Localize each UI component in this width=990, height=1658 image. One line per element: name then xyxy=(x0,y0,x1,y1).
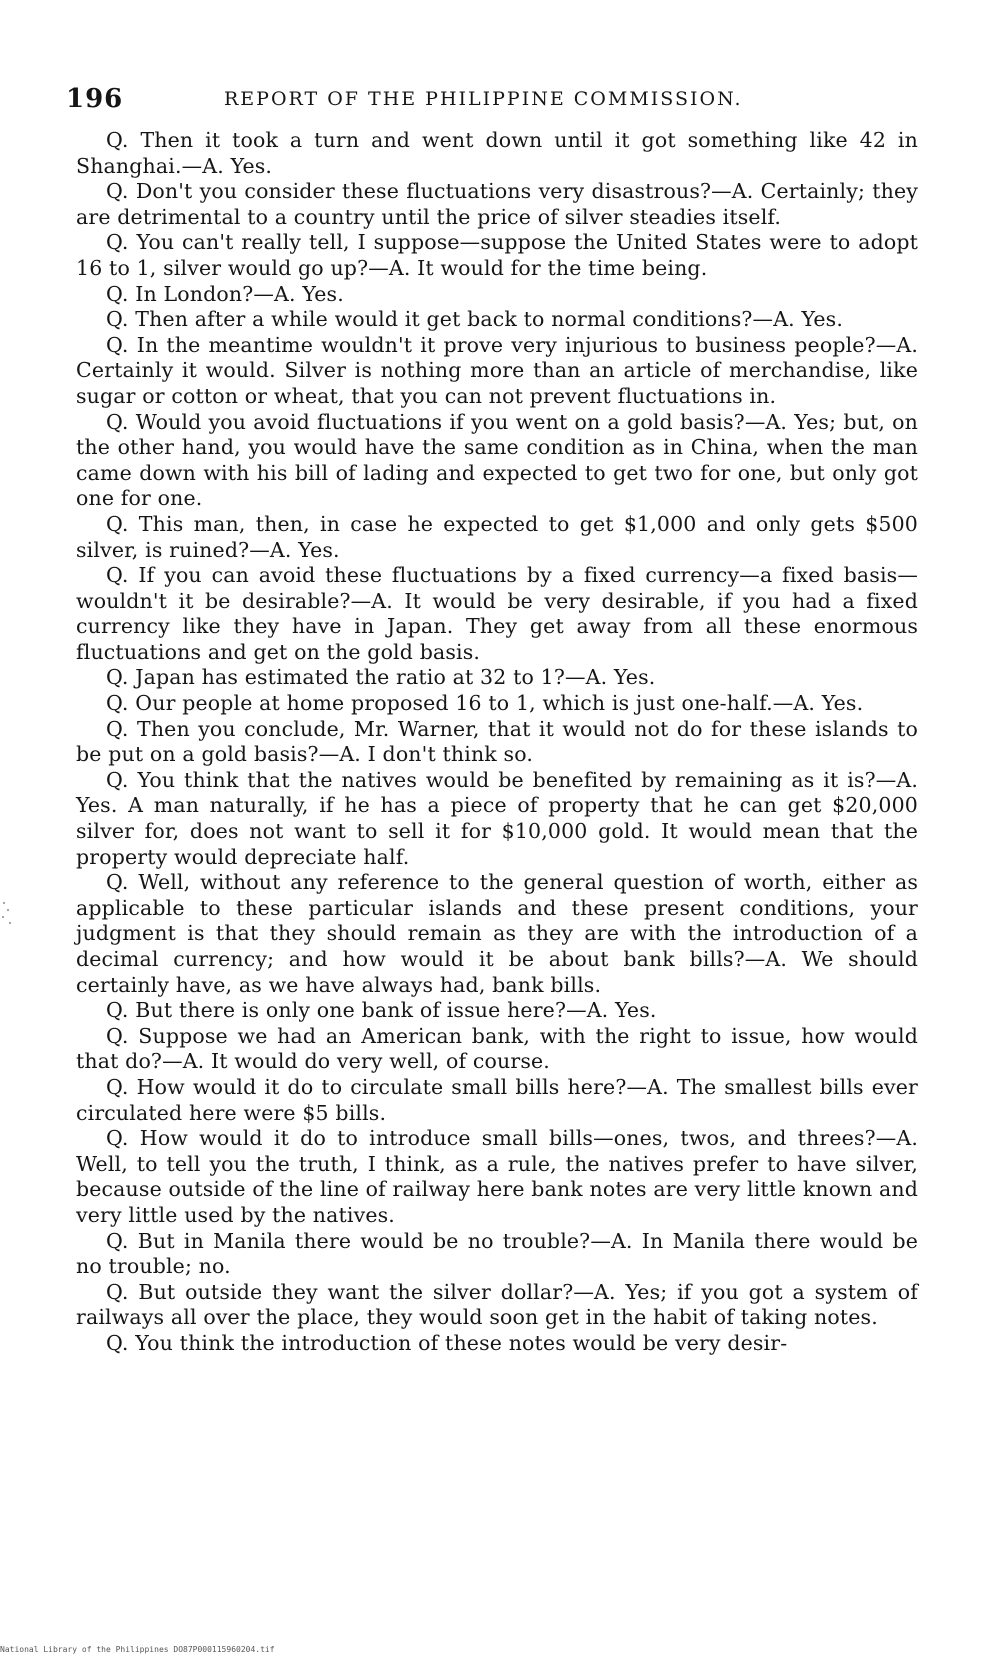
body-text xyxy=(76,128,918,1357)
paragraph: Q. This man, then, in case he expected to get $1,000 and only gets $500 silver, is ruined?—A. Yes. xyxy=(76,511,918,562)
paragraph: Q. Then it took a turn and went down until it got something like 42 in Shanghai.—A. Yes. xyxy=(76,128,918,178)
scan-footer: National Library of the Philippines DO87P000115960204.tif xyxy=(0,1645,275,1654)
paragraph: Q. In London?—A. Yes. xyxy=(106,281,344,306)
paragraph: Q. Our people at home proposed 16 to 1, which is just one-half.—A. Yes. xyxy=(106,691,864,716)
page-header xyxy=(66,84,924,120)
paragraph: Q. How would it do to circulate small bills here?—A. The smallest bills ever circulated here were $5 bills. xyxy=(76,1074,918,1125)
paragraph: Q. Japan has estimated the ratio at 32 to 1?—A. Yes. xyxy=(106,665,656,690)
paragraph: Q. Suppose we had an American bank, with the right to issue, how would that do?—A. It would do very well, of course. xyxy=(76,1023,918,1074)
paragraph: Q. Then after a while would it get back to normal conditions?—A. Yes. xyxy=(106,307,843,332)
paragraph: Q. If you can avoid these fluctuations by a fixed currency—a fixed basis—wouldn't it be desirable?—A. It would be very desirable, if you had a fixed currency like they have in Japan. They get away from all these enormous fluctuations and get on the gold basis. xyxy=(76,563,918,664)
paragraph: Q. Would you avoid fluctuations if you went on a gold basis?—A. Yes; but, on the other hand, you would have the same condition as in China, when the man came down with his bill of lading and expected to get two for one, but only got one for one. xyxy=(76,409,918,511)
paragraph: Q. In the meantime wouldn't it prove very injurious to business people?—A. Certainly it would. Silver is nothing more than an article of merchandise, like sugar or cotton or wheat, that you can not prevent fluctuations in. xyxy=(76,332,918,408)
paragraph: Q. Don't you consider these fluctuations very disastrous?—A. Certainly; they are detrimental to a country until the price of silver steadies itself. xyxy=(76,179,918,229)
paragraph: Q. But in Manila there would be no trouble?—A. In Manila there would be no trouble; no. xyxy=(76,1228,918,1279)
paragraph: Q. You can't really tell, I suppose—suppose the United States were to adopt 16 to 1, silver would go up?—A. It would for the time being. xyxy=(76,230,918,280)
paragraph: Q. Well, without any reference to the general question of worth, either as applicable to these particular islands and these present conditions, your judgment is that they should remain as they are with the introduction of a decimal currency; and how would it be about bank bills?—A. We should certainly have, as we have always had, bank bills. xyxy=(76,870,918,997)
paragraph: Q. Then you conclude, Mr. Warner, that it would not do for these islands to be put on a gold basis?—A. I don't think so. xyxy=(76,716,918,767)
paragraph: Q. But there is only one bank of issue here?—A. Yes. xyxy=(106,998,657,1023)
paragraph: Q. You think the introduction of these notes would be very desir- xyxy=(106,1330,788,1355)
running-head: REPORT OF THE PHILIPPINE COMMISSION. xyxy=(224,88,743,110)
paragraph: Q. How would it do to introduce small bills—ones, twos, and threes?—A. Well, to tell you the truth, I think, as a rule, the natives prefer to have silver, because outside of the line of railway here bank notes are very little known and very little used by the natives. xyxy=(76,1126,918,1227)
scan-specks xyxy=(0,900,14,930)
paragraph: Q. But outside they want the silver dollar?—A. Yes; if you got a system of railways all over the place, they would soon get in the habit of taking notes. xyxy=(76,1279,918,1330)
page-number: 196 xyxy=(66,84,124,114)
paragraph: Q. You think that the natives would be benefited by remaining as it is?—A. Yes. A man naturally, if he has a piece of property that he can get $20,000 silver for, does not want to sell it for $10,000 gold. It would mean that the property would depreciate half. xyxy=(76,767,918,869)
